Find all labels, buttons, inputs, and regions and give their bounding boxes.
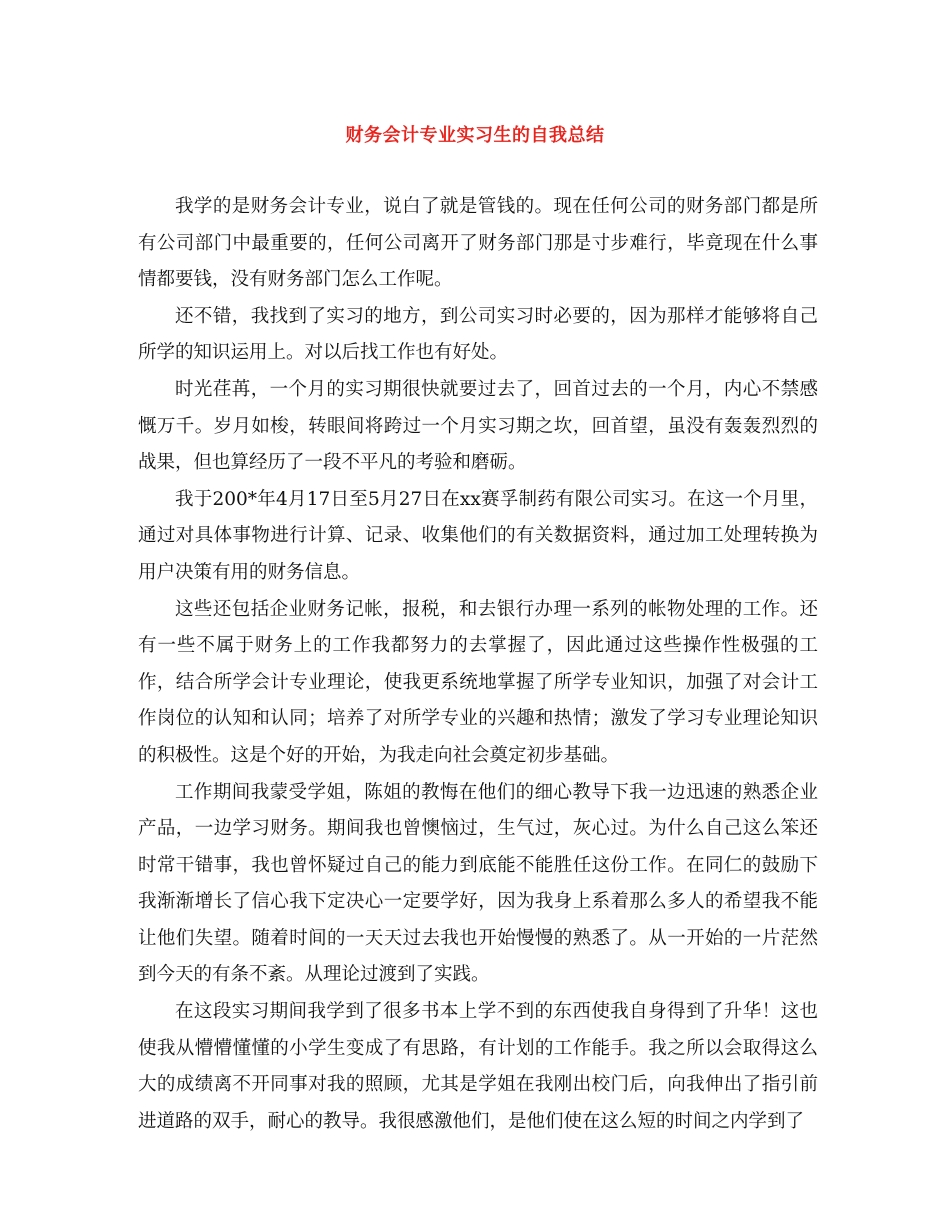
paragraph: 还不错，我找到了实习的地方，到公司实习时必要的，因为那样才能够将自己所学的知识运用上。对以后找工作也有好处。 [138, 305, 818, 364]
document-title: 财务会计专业实习生的自我总结 [345, 125, 605, 146]
paragraph: 工作期间我蒙受学姐，陈姐的教悔在他们的细心教导下我一边迅速的熟悉企业产品，一边学习财务。期间我也曾懊恼过，生气过，灰心过。为什么自己这么笨还时常干错事，我也曾怀疑过自己的能力到底能不能胜任这份工作。在同仁的鼓励下我渐渐增长了信心我下定决心一定要学好，因为我身上系着那么多人的希望我不能让他们失望。随着时间的一天天过去我也开始慢慢的熟悉了。从一开始的一片茫然到今天的有条不紊。从理论过渡到了实践。 [138, 781, 818, 986]
paragraph: 我学的是财务会计专业，说白了就是管钱的。现在任何公司的财务部门都是所有公司部门中最重要的，任何公司离开了财务部门那是寸步难行，毕竟现在什么事情都要钱，没有财务部门怎么工作呢。 [138, 196, 818, 291]
document-body [138, 189, 818, 1140]
paragraph: 我于200*年4月17日至5月27日在xx赛孚制药有限公司实习。在这一个月里，通过对具体事物进行计算、记录、收集他们的有关数据资料，通过加工处理转换为用户决策有用的财务信息。 [138, 488, 818, 583]
paragraph: 在这段实习期间我学到了很多书本上学不到的东西使我自身得到了升华！这也使我从懵懵懂懂的小学生变成了有思路，有计划的工作能手。我之所以会取得这么大的成绩离不开同事对我的照顾，尤其是学姐在我刚出校门后，向我伸出了指引前进道路的双手，耐心的教导。我很感激他们，是他们使在这么短的时间之内学到了 [138, 1001, 818, 1132]
paragraph: 这些还包括企业财务记帐，报税，和去银行办理一系列的帐物处理的工作。还有一些不属于财务上的工作我都努力的去掌握了，因此通过这些操作性极强的工作，结合所学会计专业理论，使我更系统地掌握了所学专业知识，加强了对会计工作岗位的认知和认同；培养了对所学专业的兴趣和热情；激发了学习专业理论知识的积极性。这是个好的开始，为我走向社会奠定初步基础。 [138, 598, 818, 766]
paragraph: 时光荏苒，一个月的实习期很快就要过去了，回首过去的一个月，内心不禁感慨万千。岁月如梭，转眼间将跨过一个月实习期之坎，回首望，虽没有轰轰烈烈的战果，但也算经历了一段不平凡的考验和磨砺。 [138, 378, 818, 474]
